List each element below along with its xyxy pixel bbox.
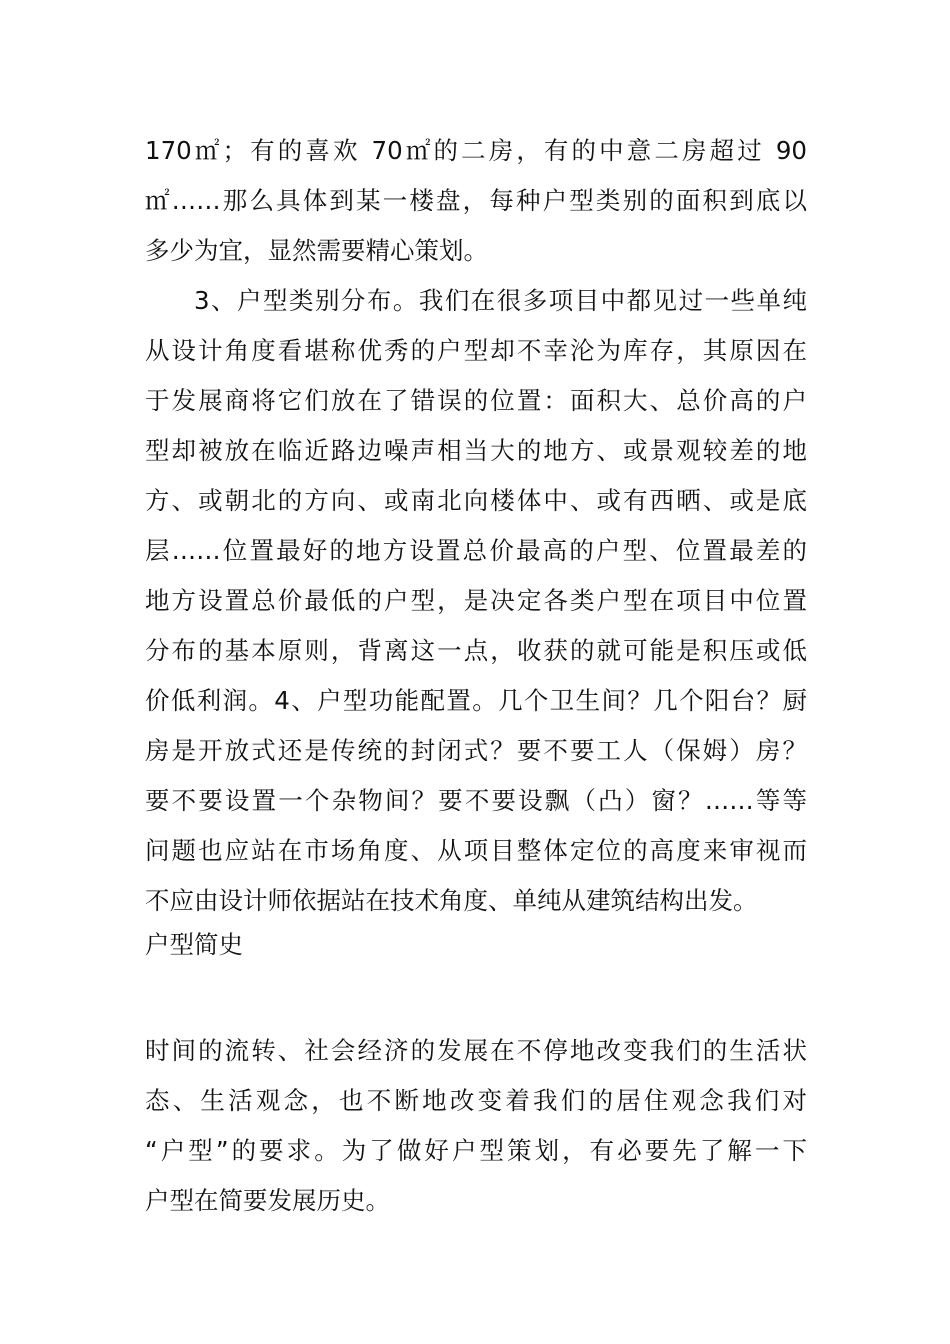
paragraph-unit-history [145,1026,807,1226]
text-line: 户型在简要发展历史。 [145,1186,390,1215]
text-line: 房是开放式还是传统的封闭式？要不要工人（保姆）房？ [145,736,807,765]
text-line: 时间的流转、社会经济的发展在不停地改变我们的生活状 [145,1036,807,1065]
text-line: “户型”的要求。为了做好户型策划，有必要先了解一下 [145,1136,807,1165]
text-line: 多少为宜，显然需要精心策划。 [145,236,488,265]
text-line: 170㎡；有的喜欢 70㎡的二房，有的中意二房超过 90 [145,136,807,165]
text-line: 态、生活观念，也不断地改变着我们的居住观念我们对 [145,1086,807,1115]
text-line: 于发展商将它们放在了错误的位置：面积大、总价高的户 [145,386,807,415]
text-line: 不应由设计师依据站在技术角度、单纯从建筑结构出发。 [145,886,758,915]
text-line: 3、户型类别分布。我们在很多项目中都见过一些单纯 [194,286,807,315]
text-line: 要不要设置一个杂物间？要不要设飘（凸）窗？……等等 [145,786,807,815]
text-line: ㎡……那么具体到某一楼盘，每种户型类别的面积到底以 [145,186,807,215]
section-heading: 户型简史 [145,930,243,959]
text-line: 价低利润。4、户型功能配置。几个卫生间？几个阳台？厨 [145,686,807,715]
paragraph-area-sizes [145,126,807,276]
text-line: 型却被放在临近路边噪声相当大的地方、或景观较差的地 [145,436,807,465]
text-line: 问题也应站在市场角度、从项目整体定位的高度来审视而 [145,836,807,865]
paragraph-unit-distribution [145,276,807,926]
text-line: 层……位置最好的地方设置总价最高的户型、位置最差的 [145,536,807,565]
text-line: 地方设置总价最低的户型，是决定各类户型在项目中位置 [145,586,807,615]
text-line: 分布的基本原则，背离这一点，收获的就可能是积压或低 [145,636,807,665]
text-line: 方、或朝北的方向、或南北向楼体中、或有西晒、或是底 [145,486,807,515]
text-line: 从设计角度看堪称优秀的户型却不幸沦为库存，其原因在 [145,336,807,365]
